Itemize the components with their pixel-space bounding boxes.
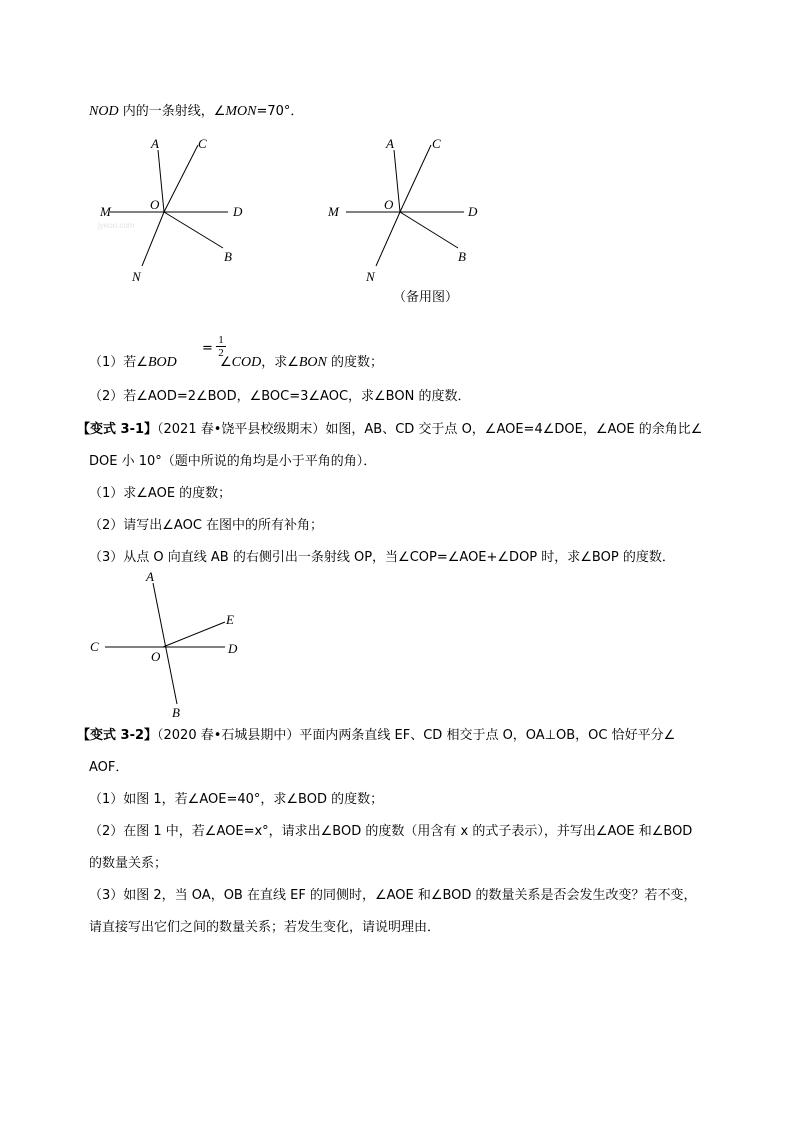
variant-3-2-part1: （1）如图 1，若∠AOE=40°，求∠BOD 的度数； (89, 792, 384, 807)
angle-value: =70°． (256, 104, 304, 119)
variant-tag: 【变式 3-1】 (77, 422, 158, 437)
label-n: N (366, 269, 375, 284)
label-b: B (172, 705, 180, 720)
watermark: jyeoo.com (98, 221, 135, 230)
label-e: E (226, 612, 234, 627)
label-o: O (384, 197, 394, 212)
variant-3-1-line2: DOE 小 10°（题中所说的角均是小于平角的角）． (89, 454, 377, 469)
intro-text: 内的一条射线，∠ (118, 104, 226, 119)
label-b: B (224, 249, 232, 264)
q1-angle-sign: ∠ (220, 355, 232, 370)
label-a: A (146, 569, 154, 584)
label-o: O (150, 197, 160, 212)
label-d: D (233, 204, 243, 219)
figure-2-diagram (318, 130, 498, 290)
figure-2-caption: （备用图） (393, 290, 459, 305)
variant-3-2-line2: AOF． (89, 760, 129, 775)
variant-3-1-part3: （3）从点 O 向直线 AB 的右侧引出一条射线 OP，当∠COP=∠AOE+∠DOP 时，求∠BOP 的度数． (89, 550, 675, 565)
label-m: M (100, 204, 111, 219)
variant-tag: 【变式 3-2】 (77, 728, 158, 743)
label-n: N (132, 269, 141, 284)
label-c: C (432, 136, 441, 151)
fraction-denominator: 2 (218, 347, 224, 359)
label-a: A (151, 136, 159, 151)
question-2: （2）若∠AOD=2∠BOD，∠BOC=3∠AOC，求∠BON 的度数． (89, 389, 471, 404)
question-1 (89, 355, 177, 371)
label-c: C (198, 136, 207, 151)
fraction-numerator: 1 (218, 334, 224, 346)
intro-line (89, 104, 303, 120)
variant-3-2-part3b: 请直接写出它们之间的数量关系；若发生变化，请说明理由． (89, 920, 441, 935)
q1-equals: = (202, 341, 213, 356)
variant-3-1-diagram (80, 568, 260, 718)
variant-3-2-part2a: （2）在图 1 中，若∠AOE=x°，请求出∠BOD 的度数（用含有 x 的式子表示），并写出∠AOE 和∠BOD (89, 824, 693, 839)
variant-3-2-part2b: 的数量关系； (89, 856, 168, 871)
q1-angle-c: BON (298, 355, 327, 370)
label-b: B (458, 249, 466, 264)
q1-rest (220, 355, 383, 371)
variant-3-2-part3a: （3）如图 2，当 OA，OB 在直线 EF 的同侧时，∠AOE 和∠BOD 的数量关系是否会发生改变？若不变， (89, 888, 697, 903)
q1-mid: ，求∠ (261, 355, 299, 370)
label-a: A (386, 136, 394, 151)
variant-3-1-line1 (77, 422, 702, 438)
q1-angle-b: COD (231, 355, 262, 370)
q1-angle-a: BOD (147, 355, 177, 370)
label-d: D (228, 641, 238, 656)
variant-3-1-part1: （1）求∠AOE 的度数； (89, 486, 232, 501)
variant-text: （2020 春•石城县期中）平面内两条直线 EF、CD 相交于点 O，OA⊥OB，OC 恰好平分∠ (157, 728, 676, 743)
label-m: M (328, 204, 339, 219)
variant-3-2-line1 (77, 728, 675, 744)
label-o: O (151, 649, 161, 664)
q1-suffix: 的度数； (326, 355, 384, 370)
label-c: C (90, 639, 99, 654)
label-d: D (468, 204, 478, 219)
angle-label: MON (225, 104, 257, 119)
figure-1-diagram (80, 130, 260, 290)
segment-label: NOD (89, 104, 119, 119)
variant-3-1-part2: （2）请写出∠AOC 在图中的所有补角； (89, 518, 324, 533)
variant-text: （2021 春•饶平县校级期末）如图，AB、CD 交于点 O，∠AOE=4∠DOE，∠AOE 的余角比∠ (157, 422, 703, 437)
q1-prefix: （1）若∠ (89, 355, 148, 370)
